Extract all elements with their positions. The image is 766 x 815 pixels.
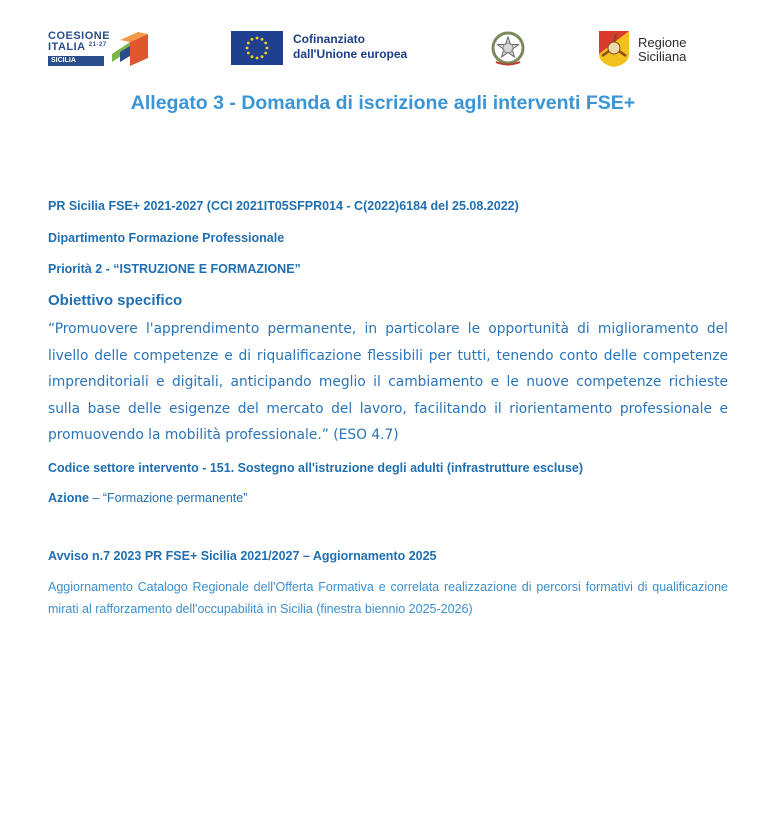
regione-logo-text: Regione Siciliana (638, 35, 687, 64)
page-title: Allegato 3 - Domanda di iscrizione agli interventi FSE+ (130, 92, 636, 114)
regione-siciliana-logo (598, 28, 708, 72)
coesione-arrow-icon (110, 30, 150, 68)
obiettivo-heading: Obiettivo specifico (48, 292, 183, 309)
coesione-line1: COESIONE (48, 30, 111, 42)
avviso-title: Avviso n.7 2023 PR FSE+ Sicilia 2021/2027 – Aggiornamento 2025 (48, 549, 437, 563)
eu-cofinanced-logo (231, 28, 431, 72)
coesione-badge: SICILIA (48, 56, 104, 66)
header-logos (0, 28, 766, 72)
coesione-italia-logo (48, 28, 156, 72)
eu-logo-text: Cofinanziato dall'Unione europea (293, 32, 408, 61)
azione-value: – “Formazione permanente” (88, 491, 248, 505)
trinacria-shield-icon (598, 30, 630, 68)
azione-line (48, 491, 247, 505)
eu-flag-icon (231, 31, 283, 65)
avviso-description: Aggiornamento Catalogo Regionale dell'Offerta Formativa e correlata realizzazione di percorsi formativi di qualificazione mirati al rafforzamento dell'occupabilità in Sicilia (finestra biennio 2025-2026) (48, 580, 728, 616)
obiettivo-text: “Promuovere l'apprendimento permanente, in particolare le opportunità di miglioramento del livello delle competenze e di riqualificazione flessibili per tutti, tenendo conto delle competenze imprenditoriali e digitali, anticipando meglio il cambiamento e le nuove competenze richieste sulla base delle esigenze del mercato del lavoro, facilitando il riorientamento professionale e promuovendo la mobilità professionale.” (ESO 4.7) (48, 321, 728, 443)
codice-line: Codice settore intervento - 151. Sostegno all'istruzione degli adulti (infrastrutture escluse) (48, 461, 584, 475)
coesione-line2: ITALIA $^{21-27}$ (48, 41, 107, 53)
programme-line: PR Sicilia FSE+ 2021-2027 (CCI 2021IT05SFPR014 - C(2022)6184 del 25.08.2022) (48, 199, 519, 213)
dipartimento-line: Dipartimento Formazione Professionale (48, 231, 285, 245)
azione-label: Azione (48, 491, 89, 505)
priorita-line: Priorità 2 - “ISTRUZIONE E FORMAZIONE” (48, 262, 301, 276)
italian-republic-emblem-icon (488, 28, 528, 72)
